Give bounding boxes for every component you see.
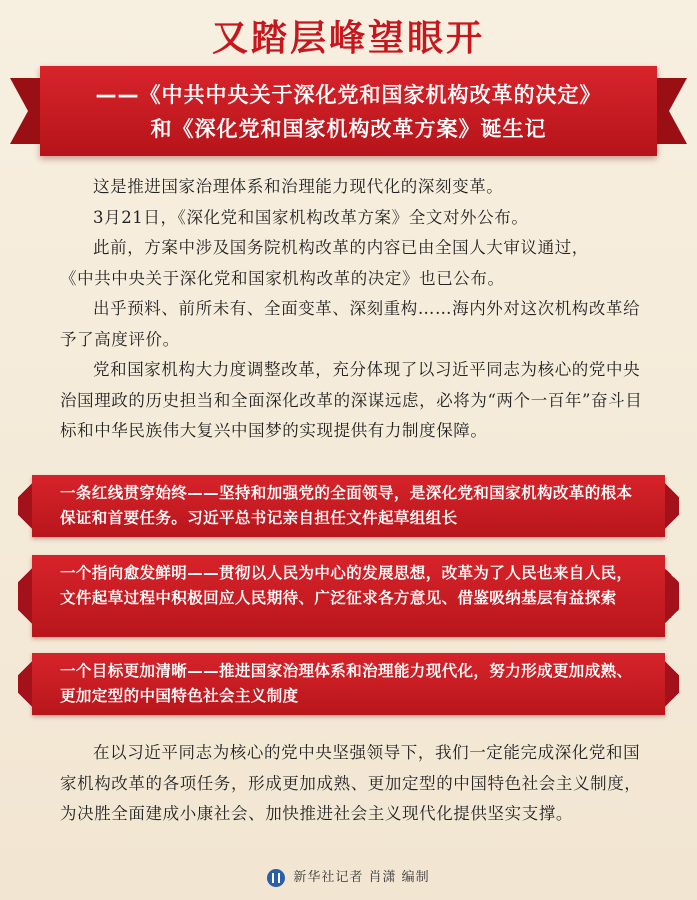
intro-paragraph-1: 这是推进国家治理体系和治理能力现代化的深刻变革。 [93,177,504,196]
highlight-text-1: 一条红线贯穿始终——坚持和加强党的全面领导，是深化党和国家机构改革的根本保证和首要任务。习近平总书记亲自担任文件起草组组长 [60,484,633,527]
subtitle-line-1: ——《中共中央关于深化党和国家机构改革的决定》 [95,83,602,107]
highlight-ribbon-2 [32,555,665,637]
conclusion-section [60,738,650,830]
credit-text: 新华社记者 肖潇 编制 [293,870,430,885]
subtitle-banner [40,66,657,156]
main-title: 又踏层峰望眼开 [211,18,485,59]
highlight-text-3: 一个目标更加清晰——推进国家治理体系和治理能力现代化，努力形成更加成熟、更加定型的中国特色社会主义制度 [60,662,633,705]
xinhua-logo-icon [267,869,285,887]
intro-paragraph-3b: 《中共中央关于深化党和国家机构改革的决定》也已公布。 [60,268,505,288]
footer-credit [0,866,697,887]
intro-paragraph-2: 3月21日，《深化党和国家机构改革方案》全文对外公布。 [93,207,529,227]
subtitle-line-2: 和《深化党和国家机构改革方案》诞生记 [150,117,547,141]
highlight-ribbon-1 [32,475,665,537]
intro-paragraph-3a: 此前，方案中涉及国务院机构改革的内容已由全国人大审议通过， [93,238,589,257]
intro-paragraph-4: 出乎预料、前所未有、全面变革、深刻重构……海内外对这次机构改革给予了高度评价。 [60,299,641,349]
highlight-ribbon-3 [32,653,665,715]
intro-section [60,172,650,447]
conclusion-paragraph: 在以习近平同志为核心的党中央坚强领导下，我们一定能完成深化党和国家机构改革的各项任务，形成更加成熟、更加定型的中国特色社会主义制度，为决胜全面建成小康社会、加快推进社会主义现代化提供坚实支撑。 [60,743,642,823]
highlight-text-2: 一个指向愈发鲜明——贯彻以人民为中心的发展思想，改革为了人民也来自人民，文件起草过程中积极回应人民期待、广泛征求各方意见、借鉴吸纳基层有益探索 [60,564,633,607]
intro-paragraph-5: 党和国家机构大力度调整改革，充分体现了以习近平同志为核心的党中央治国理政的历史担当和全面深化改革的深谋远虑，必将为“两个一百年”奋斗目标和中华民族伟大复兴中国梦的实现提供有力制度保障。 [60,360,643,440]
